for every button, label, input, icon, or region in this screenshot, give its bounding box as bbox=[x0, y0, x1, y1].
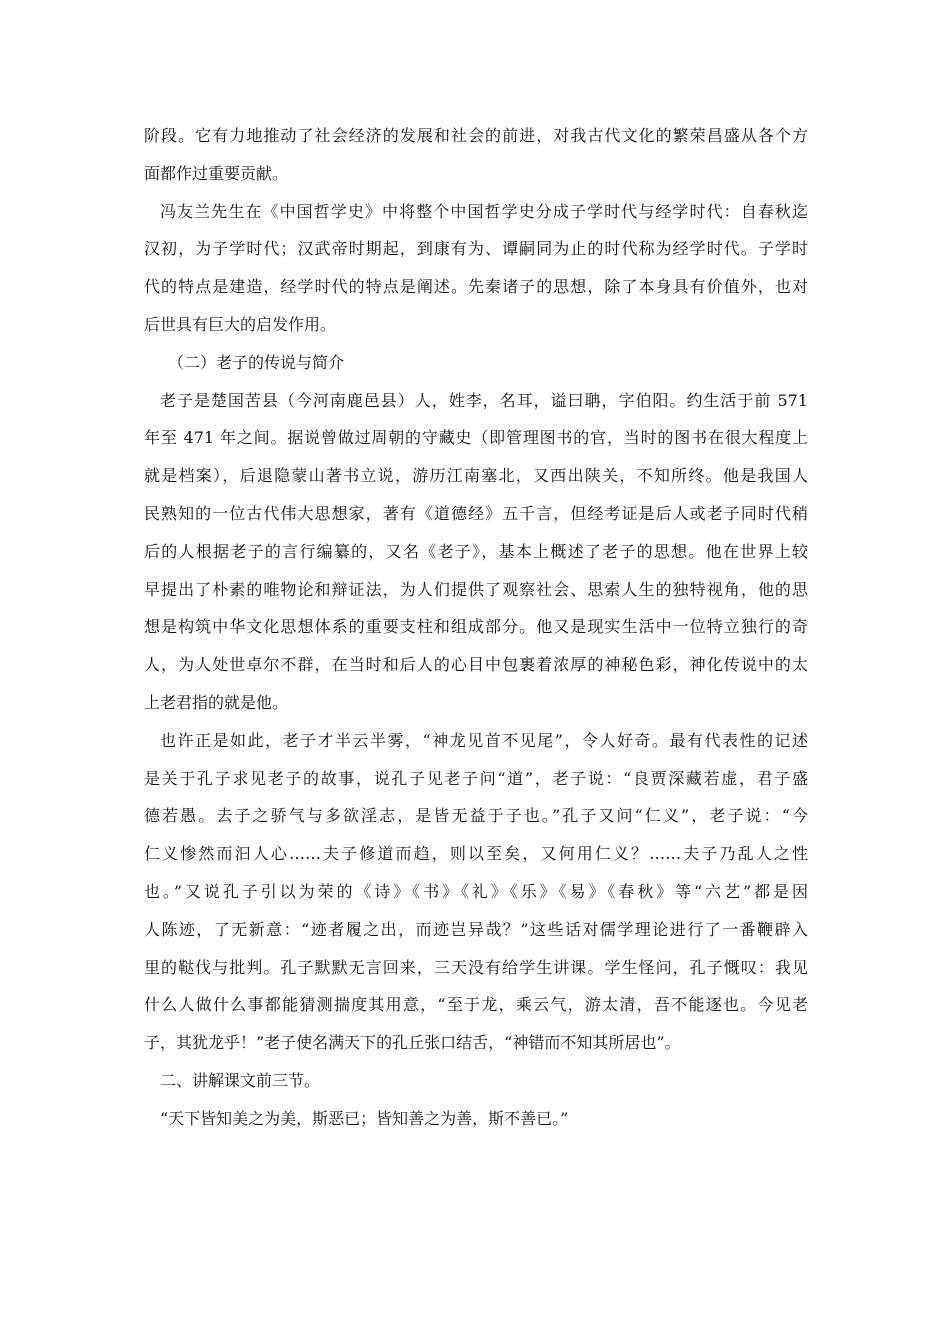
text-line: 什么人做什么事都能猜测揣度其用意，“至于龙，乘云气，游太清，吾不能逐也。今见老 bbox=[144, 995, 808, 1015]
text-line: 也。”又说孔子引以为荣的《诗》《书》《礼》《乐》《易》《春秋》等“六艺”都是因 bbox=[144, 881, 808, 901]
text-line: 是关于孔子求见老子的故事，说孔子见老子问“道”，老子说：“良贾深藏若虚，君子盛 bbox=[144, 768, 808, 788]
text-line: 想是构筑中华文化思想体系的重要支柱和组成部分。他又是现实生活中一位特立独行的奇 bbox=[144, 617, 808, 637]
text-line: 里的鞑伐与批判。孔子默默无言回来，三天没有给学生讲课。学生怪问，孔子慨叹：我见 bbox=[144, 957, 808, 977]
text-line: 德若愚。去子之骄气与多欲淫志，是皆无益于子也。”孔子又问“仁义”，老子说：“今 bbox=[144, 806, 808, 826]
text-line: 面都作过重要贡献。 bbox=[144, 163, 289, 183]
text-line: 就是档案），后退隐蒙山著书立说，游历江南塞北，又西出陕关，不知所终。他是我国人 bbox=[144, 466, 808, 486]
text-line: 后世具有巨大的启发作用。 bbox=[144, 314, 337, 334]
text-line: 后的人根据老子的言行编纂的，又名《老子》，基本上概述了老子的思想。他在世界上较 bbox=[144, 541, 808, 561]
quote-line: “天下皆知美之为美，斯恶已；皆知善之为善，斯不善已。” bbox=[160, 1108, 569, 1128]
text-line: 代的特点是建造，经学时代的特点是阐述。先秦诸子的思想，除了本身具有价值外，也对 bbox=[144, 277, 808, 297]
document-page bbox=[144, 122, 808, 1143]
text-line: 民熟知的一位古代伟大思想家，著有《道德经》五千言，但经考证是后人或老子同时代稍 bbox=[144, 503, 808, 523]
text-line: 老子是楚国苦县（今河南鹿邑县）人，姓李，名耳，谥曰聃，字伯阳。约生活于前 571 bbox=[160, 390, 808, 410]
text-line: 阶段。它有力地推动了社会经济的发展和社会的前进，对我古代文化的繁荣昌盛从各个方 bbox=[144, 126, 808, 145]
text-line: 汉初，为子学时代；汉武帝时期起，到康有为、谭嗣同为止的时代称为经学时代。子学时 bbox=[144, 239, 808, 259]
section-heading: 二、讲解课文前三节。 bbox=[160, 1070, 321, 1090]
text-line: 仁义惨然而汩人心……夫子修道而趋，则以至矣，又何用仁义？……夫子乃乱人之性 bbox=[144, 844, 808, 864]
text-line: 也许正是如此，老子才半云半雾，“神龙见首不见尾”，令人好奇。最有代表性的记述 bbox=[160, 730, 808, 750]
text-line: 冯友兰先生在《中国哲学史》中将整个中国哲学史分成子学时代与经学时代：自春秋迄 bbox=[160, 201, 808, 221]
text-line: 人，为人处世卓尔不群，在当时和后人的心目中包裹着浓厚的神秘色彩，神化传说中的太 bbox=[144, 655, 808, 675]
text-line: 人陈迹，了无新意：“迹者履之出，而迹岂异哉？”这些话对儒学理论进行了一番鞭辟入 bbox=[144, 919, 808, 939]
section-heading: （二）老子的传说与简介 bbox=[168, 352, 345, 372]
text-line: 上老君指的就是他。 bbox=[144, 692, 289, 712]
text-line: 子，其犹龙乎！”老子使名满天下的孔丘张口结舌，“神错而不知其所居也”。 bbox=[144, 1033, 681, 1053]
text-line: 早提出了朴素的唯物论和辩证法，为人们提供了观察社会、思索人生的独特视角，他的思 bbox=[144, 579, 808, 599]
text-line: 年至 471 年之间。据说曾做过周朝的守藏史（即管理图书的官，当时的图书在很大程度上 bbox=[144, 428, 808, 448]
